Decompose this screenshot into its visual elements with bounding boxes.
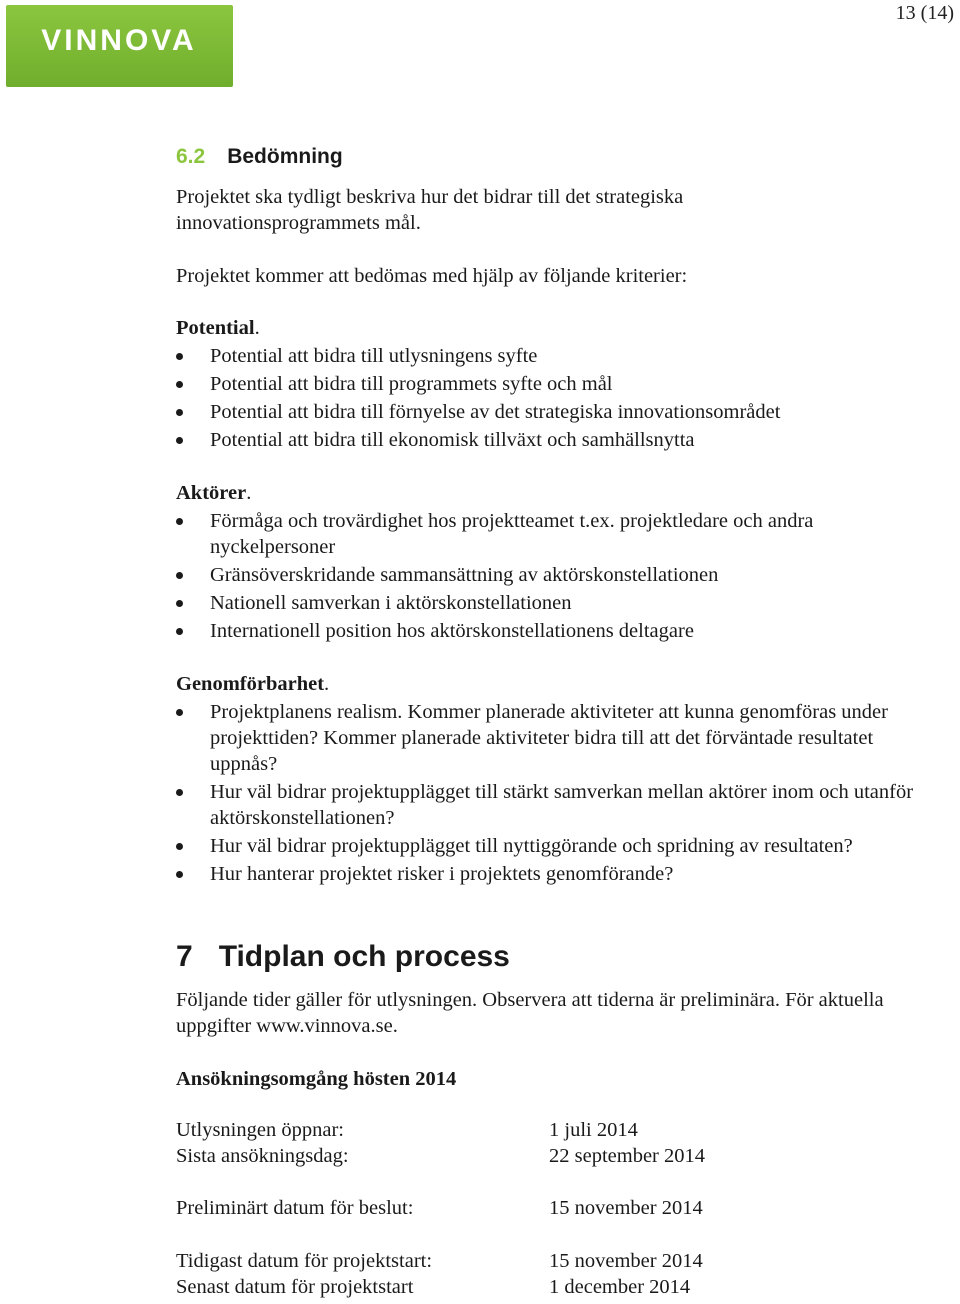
schedule-date: 15 november 2014 — [549, 1250, 703, 1272]
list-item: Potential att bidra till förnyelse av det strategiska innovationsområdet — [176, 399, 946, 425]
group-heading-potential: Potential. — [176, 317, 260, 339]
criteria-intro: Projektet kommer att bedömas med hjälp av följande kriterier: — [176, 265, 688, 287]
section-number: 6.2 — [176, 145, 206, 168]
potential-criteria-list — [176, 343, 946, 455]
schedule-date: 1 juli 2014 — [549, 1119, 638, 1141]
group-heading-aktorer: Aktörer. — [176, 482, 252, 504]
list-item: Nationell samverkan i aktörskonstellationen — [176, 590, 946, 616]
schedule-label: Sista ansökningsdag: — [176, 1145, 349, 1167]
vinnova-logo-mark — [6, 5, 233, 87]
list-item: Projektplanens realism. Kommer planerade aktiviteter att kunna genomföras under projekttiden? Kommer planerade aktiviteter bidra till att det förväntade resultatet uppnås? — [176, 699, 930, 777]
list-item: Potential att bidra till utlysningens syfte — [176, 343, 946, 369]
section-number: 7 — [176, 940, 193, 973]
page-number: 13 (14) — [895, 2, 954, 24]
list-item: Potential att bidra till programmets syfte och mål — [176, 371, 946, 397]
list-item: Gränsöverskridande sammansättning av aktörskonstellationen — [176, 562, 946, 588]
schedule-row — [176, 1276, 690, 1299]
section-heading-7 — [176, 940, 510, 974]
schedule-label: Tidigast datum för projektstart: — [176, 1250, 433, 1272]
schedule-label: Utlysningen öppnar: — [176, 1119, 344, 1141]
schedule-date: 1 december 2014 — [549, 1276, 691, 1298]
schedule-label: Senast datum för projektstart — [176, 1276, 414, 1298]
list-item: Förmåga och trovärdighet hos projektteamet t.ex. projektledare och andra nyckelpersoner — [176, 508, 890, 560]
schedule-date: 15 november 2014 — [549, 1197, 703, 1219]
list-item: Potential att bidra till ekonomisk tillväxt och samhällsnytta — [176, 427, 946, 453]
schedule-row — [176, 1250, 703, 1273]
schedule-label: Preliminärt datum för beslut: — [176, 1197, 414, 1219]
logo-wordmark: VINNOVA — [41, 24, 197, 57]
aktorer-criteria-list — [176, 508, 946, 646]
schedule-row — [176, 1197, 703, 1220]
vinnova-logo — [6, 5, 233, 87]
group-heading-genomforbarhet: Genomförbarhet. — [176, 673, 330, 695]
list-item: Hur hanterar projektet risker i projektets genomförande? — [176, 861, 946, 887]
schedule-date: 22 september 2014 — [549, 1145, 705, 1167]
section-title: Tidplan och process — [218, 940, 510, 973]
round-title: Ansökningsomgång hösten 2014 — [176, 1068, 457, 1090]
schedule-row — [176, 1145, 705, 1168]
list-item: Hur väl bidrar projektupplägget till nyttiggörande och spridning av resultaten? — [176, 833, 946, 859]
section-heading-6-2 — [176, 145, 343, 169]
schedule-row — [176, 1119, 638, 1142]
genomforbarhet-criteria-list — [176, 699, 946, 889]
section-title: Bedömning — [227, 145, 343, 168]
assessment-intro: Projektet ska tydligt beskriva hur det bidrar till det strategiska innovationsprogrammets mål. — [176, 186, 684, 234]
list-item: Hur väl bidrar projektupplägget till stärkt samverkan mellan aktörer inom och utanför aktörskonstellationen? — [176, 779, 940, 831]
timeline-intro: Följande tider gäller för utlysningen. Observera att tiderna är preliminära. För aktuella uppgifter www.vinnova.se. — [176, 989, 884, 1037]
list-item: Internationell position hos aktörskonstellationens deltagare — [176, 618, 946, 644]
